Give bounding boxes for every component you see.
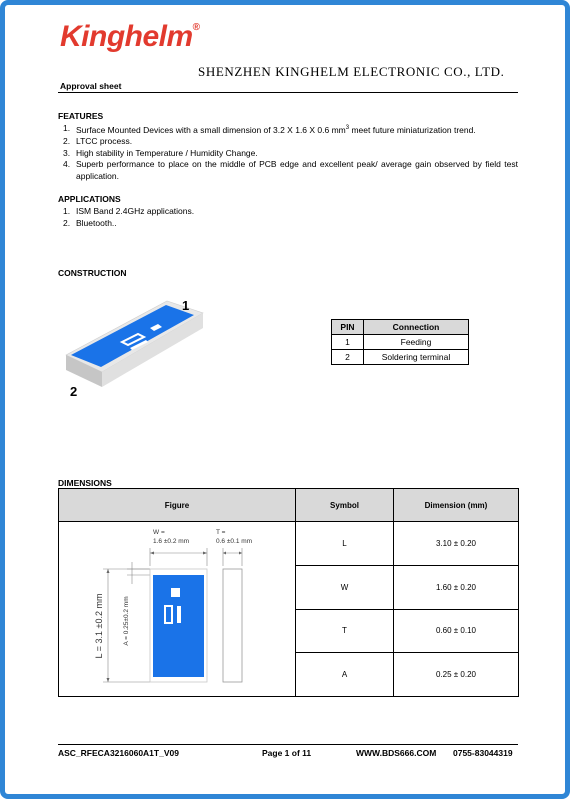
symbol-cell: L — [296, 522, 394, 566]
w-label: W = — [153, 529, 165, 536]
symbol-header: Symbol — [296, 489, 394, 522]
features-title: FEATURES — [58, 111, 104, 121]
doc-type: Approval sheet — [60, 81, 122, 91]
table-row: 1 Feeding — [332, 335, 469, 350]
pin-table — [331, 319, 469, 365]
callout-1: 1 — [182, 298, 190, 313]
t-value: 0.6 ±0.1 mm — [216, 538, 253, 545]
w-value: 1.6 ±0.2 mm — [153, 538, 190, 545]
list-item: 2. Bluetooth.. — [63, 217, 117, 228]
list-item: 4. Superb performance to place on the middle of PCB edge and excellent peak/ average gain observed by field test application. — [63, 159, 518, 181]
page-number: Page 1 of 11 — [262, 748, 312, 758]
features-list — [63, 123, 518, 182]
l-label: L = 3.1 ±0.2 mm — [94, 593, 104, 659]
list-item: 3. High stability in Temperature / Humidity Change. — [63, 147, 258, 158]
value-cell: 0.60 ± 0.10 — [394, 609, 519, 653]
company-name: SHENZHEN KINGHELM ELECTRONIC CO., LTD. — [198, 64, 505, 79]
header-divider — [58, 92, 518, 93]
construction-title: CONSTRUCTION — [58, 268, 127, 278]
dimensions-title: DIMENSIONS — [58, 478, 112, 488]
kinghelm-logo: Kinghelm® — [60, 20, 200, 53]
list-item: 1. ISM Band 2.4GHz applications. — [63, 206, 195, 216]
figure-header: Figure — [59, 489, 296, 522]
table-row: 2 Soldering terminal — [332, 350, 469, 365]
website-link[interactable]: WWW.BDS666.COM — [356, 748, 437, 758]
dimensions-table — [58, 488, 519, 697]
applications-title: APPLICATIONS — [58, 194, 121, 204]
callout-2: 2 — [70, 384, 78, 399]
doc-id: ASC_RFECA3216060A1T_V09 — [58, 748, 179, 758]
table-header-row — [332, 320, 469, 335]
value-cell: 1.60 ± 0.20 — [394, 565, 519, 609]
list-item: 1. Surface Mounted Devices with a small dimension of 3.2 X 1.6 X 0.6 $mm^3$ meet future miniaturization trend. — [63, 123, 476, 135]
symbol-cell: T — [296, 609, 394, 653]
table-header-row — [59, 489, 519, 522]
a-label: A = 0.25±0.2 mm — [123, 596, 130, 646]
dimension-figure-cell — [59, 522, 296, 697]
connection-header: Connection — [364, 320, 469, 335]
phone-number: 0755-83044319 — [453, 748, 513, 758]
symbol-cell: W — [296, 565, 394, 609]
list-item: 2. LTCC process. — [63, 136, 133, 147]
dimension-drawing — [59, 522, 295, 696]
t-label: T = — [216, 529, 226, 536]
applications-list — [63, 206, 363, 229]
value-cell: 3.10 ± 0.20 — [394, 522, 519, 566]
footer-divider — [58, 744, 518, 745]
antenna-3d-illustration — [60, 290, 220, 402]
value-cell: 0.25 ± 0.20 — [394, 653, 519, 697]
dimension-header: Dimension (mm) — [394, 489, 519, 522]
symbol-cell: A — [296, 653, 394, 697]
pin-header: PIN — [332, 320, 364, 335]
table-row — [59, 522, 519, 566]
